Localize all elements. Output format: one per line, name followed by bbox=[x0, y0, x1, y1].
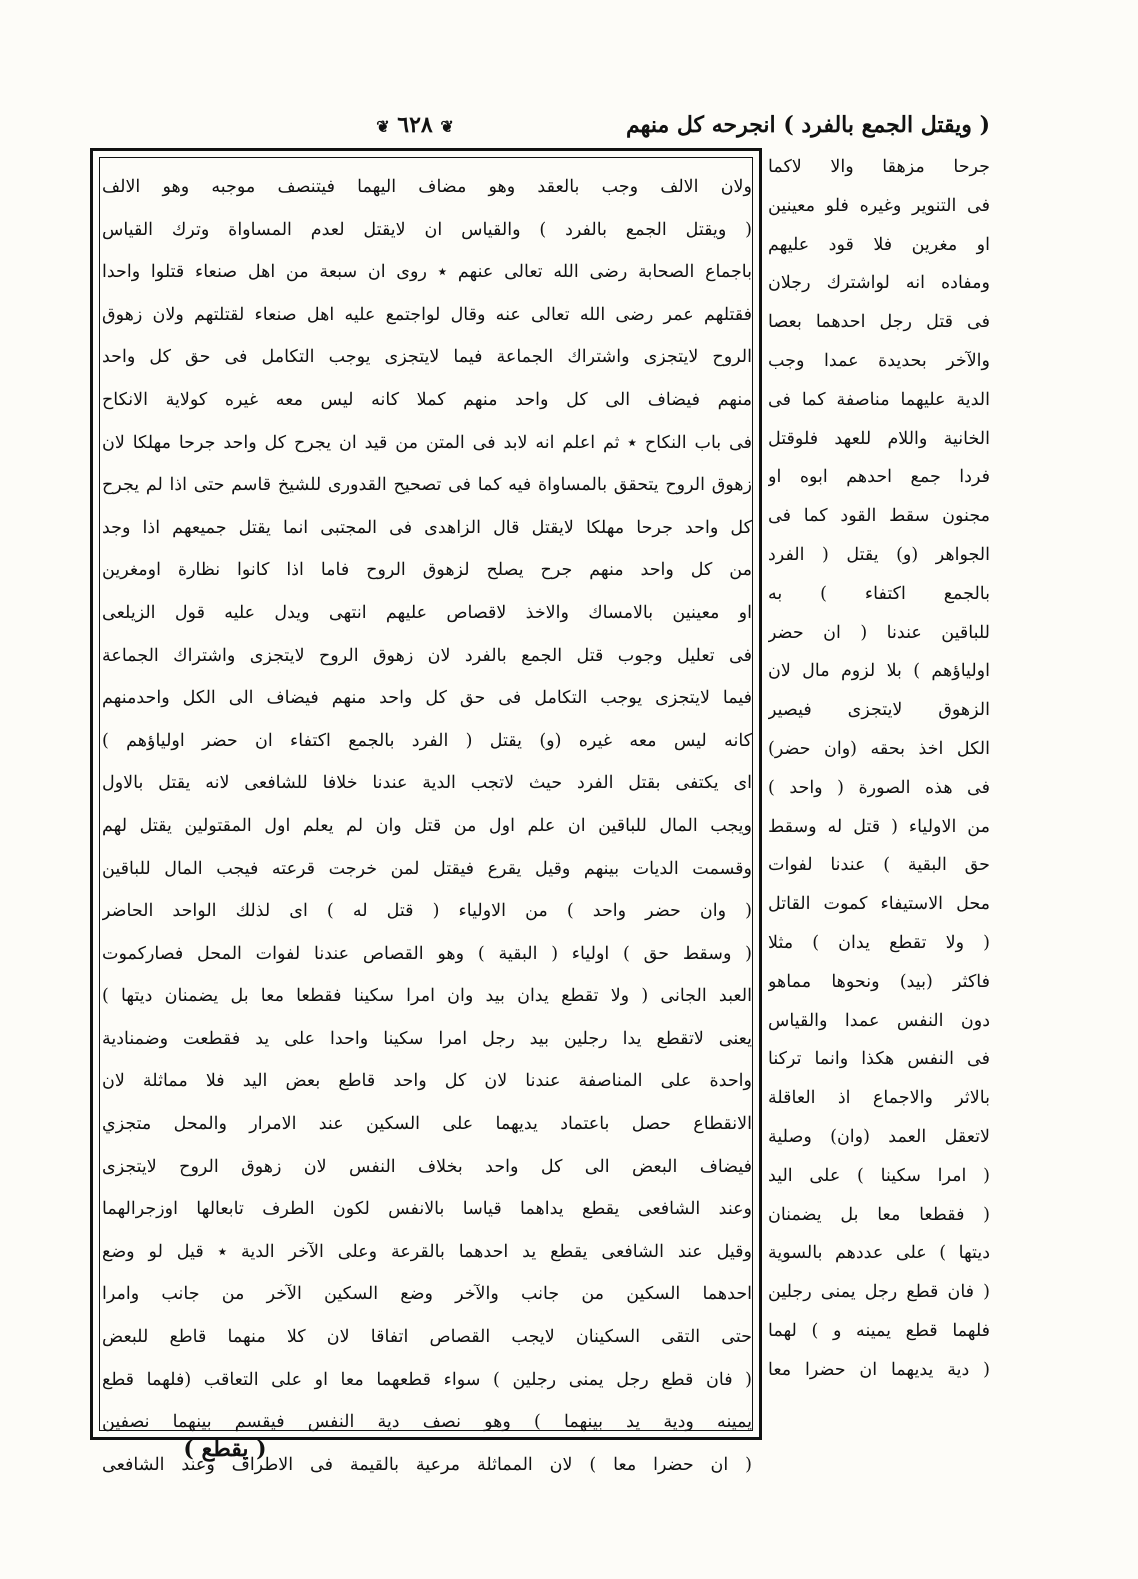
margin-text-line: فلهما قطع يمينه و ) لهما bbox=[768, 1320, 990, 1341]
main-text-line: العبد الجانى ( ولا تقطع يدان بيد وان امرا سكينا فقطعا معا بل يضمنان ديتها ) bbox=[102, 986, 752, 1007]
main-text-line: يعنى لاتقطع يدا رجلين بيد رجل امرا سكينا واحدا على يد فقطعت وضمنادية bbox=[102, 1028, 752, 1049]
margin-text-line: ( ولا تقطع يدان ) مثلا bbox=[768, 932, 990, 953]
margin-text-line: فى هذه الصورة ( واحد ) bbox=[768, 777, 990, 798]
main-text-line: ( ان حضرا معا ) لان المماثلة مرعية بالقيمة فى الاطراف وعند الشافعى bbox=[102, 1454, 752, 1475]
main-text-line: وقيل عند الشافعى يقطع يد احدهما بالقرعة وعلى الآخر الدية ٭ قيل لو وضع bbox=[102, 1241, 752, 1262]
main-text-line: زهوق الروح يتحقق بالمساواة فيه كما فى تصحيح القدورى للشيخ قاسم حتى اذا لم يجرح bbox=[102, 475, 752, 496]
margin-text-line: للباقين عندنا ( ان حضر bbox=[768, 622, 990, 643]
main-text-line: اى يكتفى بقتل الفرد حيث لاتجب الدية عندنا خلافا للشافعى لانه يقتل بالاول bbox=[102, 773, 752, 794]
main-text-line: فيضاف البعض الى كل واحد بخلاف النفس لان زهوق الروح لايتجزى bbox=[102, 1156, 752, 1177]
page-number: ٦٢٨ bbox=[397, 112, 433, 138]
margin-text-line: ( امرا سكينا ) على اليد bbox=[768, 1165, 990, 1186]
main-text-line: وقسمت الديات بينهم وقيل يقرع فيقتل لمن خرجت قرعته فيجب المال للباقين bbox=[102, 858, 752, 879]
margin-text-line: ومفاده انه لواشترك رجلان bbox=[768, 273, 990, 294]
margin-text-line: فى قتل رجل احدهما بعصا bbox=[768, 312, 990, 333]
margin-text-line: مجنون سقط القود كما فى bbox=[768, 506, 990, 527]
main-text-line: ( ويقتل الجمع بالفرد ) والقياس ان لايقتل لعدم المساواة وترك القياس bbox=[102, 219, 752, 240]
margin-text-line: ديتها ) على عددهم بالسوية bbox=[768, 1243, 990, 1264]
margin-text-line: حق البقية ) عندنا لفوات bbox=[768, 855, 990, 876]
main-text-line: او معينين بالامساك والاخذ لاقصاص عليهم انتهى ويدل عليه قول الزيلعى bbox=[102, 602, 752, 623]
main-text-line: كانه ليس معه غيره (و) يقتل ( الفرد بالجمع اكتفاء ان حضر اولياؤهم ) bbox=[102, 730, 752, 751]
main-text-line: وعند الشافعى يقطع يداهما قياسا بالانفس لكون الطرف تابعالها اوزجرالهما bbox=[102, 1199, 752, 1220]
main-text-line: فى تعليل وجوب قتل الجمع بالفرد لان زهوق الروح لايتجزى واشتراك الجماعة bbox=[102, 645, 752, 666]
page-header bbox=[0, 112, 1138, 148]
margin-text-line: فاكثر (بيد) ونحوها مماهو bbox=[768, 971, 990, 992]
ornament-right-icon: ❦ bbox=[440, 117, 454, 136]
main-text-line: واحدة على المناصفة عندنا لان كل واحد قاطع بعض اليد فلا مماثلة لان bbox=[102, 1071, 752, 1092]
margin-text-line: جرحا مزهقا والا لاكما bbox=[768, 157, 990, 177]
margin-text-line: الدية عليهما مناصفة كما فى bbox=[768, 389, 990, 410]
margin-text-line: من الاولياء ( قتل له وسقط bbox=[768, 816, 990, 837]
margin-text-line: الكل اخذ بحقه (وان حضر) bbox=[768, 738, 990, 759]
margin-text-line: اولياؤهم ) بلا لزوم مال لان bbox=[768, 661, 990, 682]
margin-text-line: الخانية واللام للعهد فلوقتل bbox=[768, 428, 990, 449]
margin-text-line: ( فان قطع رجل يمنى رجلين bbox=[768, 1282, 990, 1303]
catchword: ( يقطع ) bbox=[183, 1436, 267, 1462]
main-text-line: ( فان قطع رجل يمنى رجلين ) سواء قطعهما معا او على التعاقب (فلهما قطع bbox=[102, 1369, 752, 1390]
margin-text-line: محل الاستيفاء كموت القاتل bbox=[768, 894, 990, 915]
margin-text-line: بالجمع اكتفاء ) به bbox=[768, 583, 990, 604]
main-text-line: احدهما السكين من جانب والآخر وضع السكين الآخر من جانب وامرا bbox=[102, 1284, 752, 1305]
margin-text-line: والآخر بحديدة عمدا وجب bbox=[768, 350, 990, 371]
main-text-line: ويجب المال للباقين ان علم اول من قتل وان لم يعلم اول المقتولين يقتل لهم bbox=[102, 815, 752, 836]
margin-text-line: ( فقطعا معا بل يضمنان bbox=[768, 1204, 990, 1225]
main-text-line: فيما لايتجزى يوجب التكامل فى حق كل واحد منهم فيضاف الى الكل واحدمنهم bbox=[102, 688, 752, 709]
main-text-line: الروح لايتجزى واشتراك الجماعة فيما لايتجزى يوجب التكامل فى حق كل واحد bbox=[102, 347, 752, 368]
margin-commentary-column bbox=[768, 148, 990, 1390]
main-text-line: ( وان حضر واحد ) من الاولياء ( قتل له ) اى لذلك الواحد الحاضر bbox=[102, 901, 752, 922]
main-text-line: من كل واحد منهم جرح يصلح لزهوق الروح فاما اذا كانوا نظارة اومغرين bbox=[102, 560, 752, 581]
main-text-line: ( وسقط حق ) اولياء ( البقية ) وهو القصاص عندنا لفوات المحل فصاركموت bbox=[102, 943, 752, 964]
main-text-line: الانقطاع حصل باعتماد يديهما على السكين عند الامرار والمحل متجزي bbox=[102, 1114, 752, 1135]
main-text-line: باجماع الصحابة رضى الله تعالى عنهم ٭ روى ان سبعة من اهل صنعاء قتلوا واحدا bbox=[102, 262, 752, 283]
main-text-line: فى باب النكاح ٭ ثم اعلم انه لابد فى المتن من قيد ان يجرح كل واحد جرحا مهلكا لان bbox=[102, 432, 752, 453]
margin-text-line: فردا جمع احدهم ابوه او bbox=[768, 467, 990, 488]
margin-text-line: بالاثر والاجماع اذ العاقلة bbox=[768, 1088, 990, 1109]
page-number-block bbox=[340, 112, 490, 138]
margin-text-line: فى النفس هكذا وانما تركنا bbox=[768, 1049, 990, 1070]
margin-text-line: او مغرين فلا قود عليهم bbox=[768, 234, 990, 255]
main-text-line: كل واحد جرحا مهلكا لايقتل قال الزاهدى فى المجتبى انما يقتل جميعهم اذا وجد bbox=[102, 517, 752, 538]
main-text-line: حتى التقى السكينان لايجب القصاص اتفاقا لان كلا منهما قاطع للبعض bbox=[102, 1327, 752, 1348]
ornament-left-icon: ❦ bbox=[376, 117, 390, 136]
margin-text-line: دون النفس عمدا والقياس bbox=[768, 1010, 990, 1031]
main-text-line: فقتلهم عمر رضى الله تعالى عنه وقال لواجتمع عليه اهل صنعاء لقتلتهم ولان زهوق bbox=[102, 304, 752, 325]
margin-text-line: لاتعقل العمد (وان) وصلية bbox=[768, 1126, 990, 1147]
margin-text-line: ( دية يديهما ان حضرا معا bbox=[768, 1359, 990, 1380]
margin-text-line: الجواهر (و) يقتل ( الفرد bbox=[768, 544, 990, 565]
main-text-line: يمينه ودية يد بينهما ) وهو نصف دية النفس فيقسم بينهما نصفين bbox=[102, 1412, 752, 1433]
main-text-line: منهم فيضاف الى كل واحد منهم كملا كانه ليس معه غيره كولاية الانكاح bbox=[102, 389, 752, 410]
margin-text-line: فى التنوير وغيره فلو معينين bbox=[768, 195, 990, 216]
running-head: ( ويقتل الجمع بالفرد ) انجرحه كل منهم bbox=[626, 112, 990, 138]
main-text-column bbox=[102, 166, 752, 1486]
main-text-line: ولان الالف وجب بالعقد وهو مضاف اليهما فيتنصف موجبه وهو الالف bbox=[102, 177, 752, 197]
margin-text-line: الزهوق لايتجزى فيصير bbox=[768, 700, 990, 721]
